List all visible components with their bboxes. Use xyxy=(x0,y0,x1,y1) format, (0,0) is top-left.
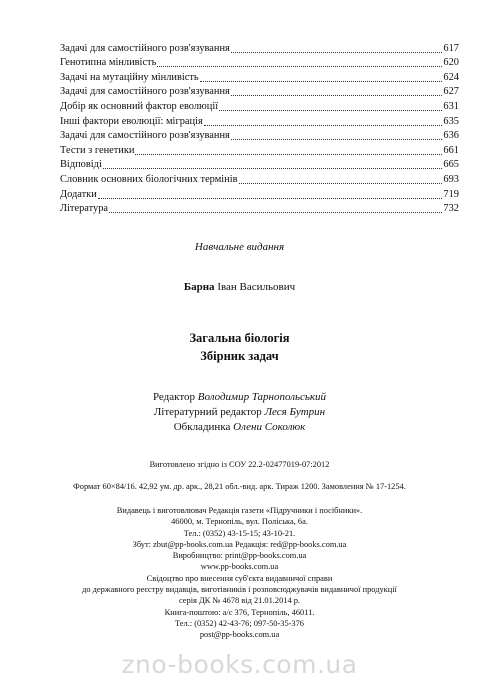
credits xyxy=(0,390,479,435)
toc-entry-title: Генотипна мінливість xyxy=(60,57,157,69)
editor-name: Володимир Тарнопольський xyxy=(197,391,327,403)
toc-entry xyxy=(60,186,459,201)
toc-entry xyxy=(60,128,459,143)
toc-entry-title: Інші фактори еволюції: міграція xyxy=(60,115,203,127)
toc-entry-title: Тести з генетики xyxy=(60,144,135,156)
mail-order-phone: Тел.: (0352) 42-43-76; 097-50-35-376 xyxy=(175,618,304,628)
mail-order-email: post@pp-books.com.ua xyxy=(199,630,280,640)
toc-entry-page: 661 xyxy=(443,144,459,156)
toc-leader-dots xyxy=(219,109,442,111)
toc-entry xyxy=(60,113,459,128)
toc-entry xyxy=(60,40,459,55)
literary-editor-label: Літературний редактор xyxy=(153,406,262,418)
toc-entry-title: Задачі для самостійного розв'язування xyxy=(60,130,230,142)
book-title xyxy=(0,329,479,365)
toc-entry-title: Додатки xyxy=(60,188,97,200)
toc-leader-dots xyxy=(200,80,443,82)
toc-entry-title: Задачі на мутаційну мінливість xyxy=(60,71,199,83)
mail-order-address: Книга-поштою: а/с 376, Тернопіль, 46011. xyxy=(164,607,315,617)
toc-entry-page: 617 xyxy=(443,42,459,54)
registration-series: серія ДК № 4678 від 21.01.2014 р. xyxy=(178,596,301,606)
toc-leader-dots xyxy=(103,167,443,169)
toc-entry-page: 624 xyxy=(443,71,459,83)
toc-entry xyxy=(60,201,459,216)
toc-leader-dots xyxy=(109,211,442,213)
format-line: Формат 60×84/16. 42,92 ум. др. арк., 28,21 обл.-вид. арк. Тираж 1200. Замовлення № 17-1254. xyxy=(73,482,406,491)
toc-entry xyxy=(60,98,459,113)
book-title-line: Загальна біологія xyxy=(189,331,290,345)
toc-entry-title: Відповіді xyxy=(60,159,102,171)
toc-entry-page: 719 xyxy=(443,188,459,200)
toc-entry-page: 732 xyxy=(443,203,459,215)
toc-entry xyxy=(60,142,459,157)
toc-entry-page: 627 xyxy=(443,86,459,98)
publisher-line: Видавець і виготовлювач Редакція газети «Підручники і посібники». xyxy=(116,506,363,515)
toc-entry-title: Задачі для самостійного розв'язування xyxy=(60,42,230,54)
cover-credit xyxy=(0,420,479,435)
toc-entry-page: 665 xyxy=(443,159,459,171)
production-email: Виробництво: print@pp-books.com.ua xyxy=(172,551,307,561)
cover-designer-name: Олени Соколюк xyxy=(233,421,306,433)
toc-leader-dots xyxy=(135,153,442,155)
toc-entry-page: 635 xyxy=(443,115,459,127)
watermark: zno-books.com.ua xyxy=(121,650,358,679)
toc-entry xyxy=(60,55,459,70)
toc-entry-page: 620 xyxy=(443,57,459,69)
toc-leader-dots xyxy=(231,138,443,140)
literary-editor-name: Леся Бутрин xyxy=(264,406,326,418)
cover-label: Обкладинка xyxy=(173,421,231,433)
publisher-website: www.pp-books.com.ua xyxy=(200,562,279,572)
production-standard: Виготовлено згідно із СОУ 22.2-02477019-07:2012 xyxy=(149,460,330,469)
author xyxy=(0,281,479,293)
table-of-contents xyxy=(60,40,459,215)
edition-type: Навчальне видання xyxy=(194,241,285,253)
toc-leader-dots xyxy=(204,124,443,126)
toc-entry xyxy=(60,69,459,84)
toc-entry-title: Словник основних біологічних термінів xyxy=(60,173,238,185)
author-name: Іван Васильович xyxy=(217,281,296,293)
publisher-phone: Тел.: (0352) 43-15-15; 43-10-21. xyxy=(183,528,296,538)
toc-entry-title: Література xyxy=(60,203,109,215)
literary-editor-credit xyxy=(0,405,479,420)
toc-entry xyxy=(60,157,459,172)
publisher-info xyxy=(0,505,479,641)
toc-leader-dots xyxy=(98,197,443,199)
publisher-address: 46000, м. Тернопіль, вул. Поліська, 6а. xyxy=(171,517,308,527)
editor-credit xyxy=(0,390,479,405)
author-surname: Барна xyxy=(183,281,215,293)
toc-entry-page: 636 xyxy=(443,130,459,142)
toc-leader-dots xyxy=(239,182,443,184)
toc-leader-dots xyxy=(231,94,443,96)
editor-label: Редактор xyxy=(152,391,195,403)
toc-leader-dots xyxy=(231,51,443,53)
toc-entry-title: Задачі для самостійного розв'язування xyxy=(60,86,230,98)
toc-entry-page: 631 xyxy=(443,100,459,112)
book-subtitle-line: Збірник задач xyxy=(200,349,279,363)
toc-entry xyxy=(60,171,459,186)
publisher-emails: Збут: zbut@pp-books.com.ua Редакція: red@pp-books.com.ua xyxy=(132,539,347,549)
registration-line-1: Свідоцтво про внесення суб'єкта видавничої справи xyxy=(146,573,333,583)
registration-line-2: до державного реєстру видавців, виготівників і розповсюджувачів видавничої продукції xyxy=(82,585,397,595)
toc-leader-dots xyxy=(157,65,442,67)
toc-entry xyxy=(60,84,459,99)
toc-entry-page: 693 xyxy=(443,173,459,185)
toc-entry-title: Добір як основний фактор еволюції xyxy=(60,100,219,112)
